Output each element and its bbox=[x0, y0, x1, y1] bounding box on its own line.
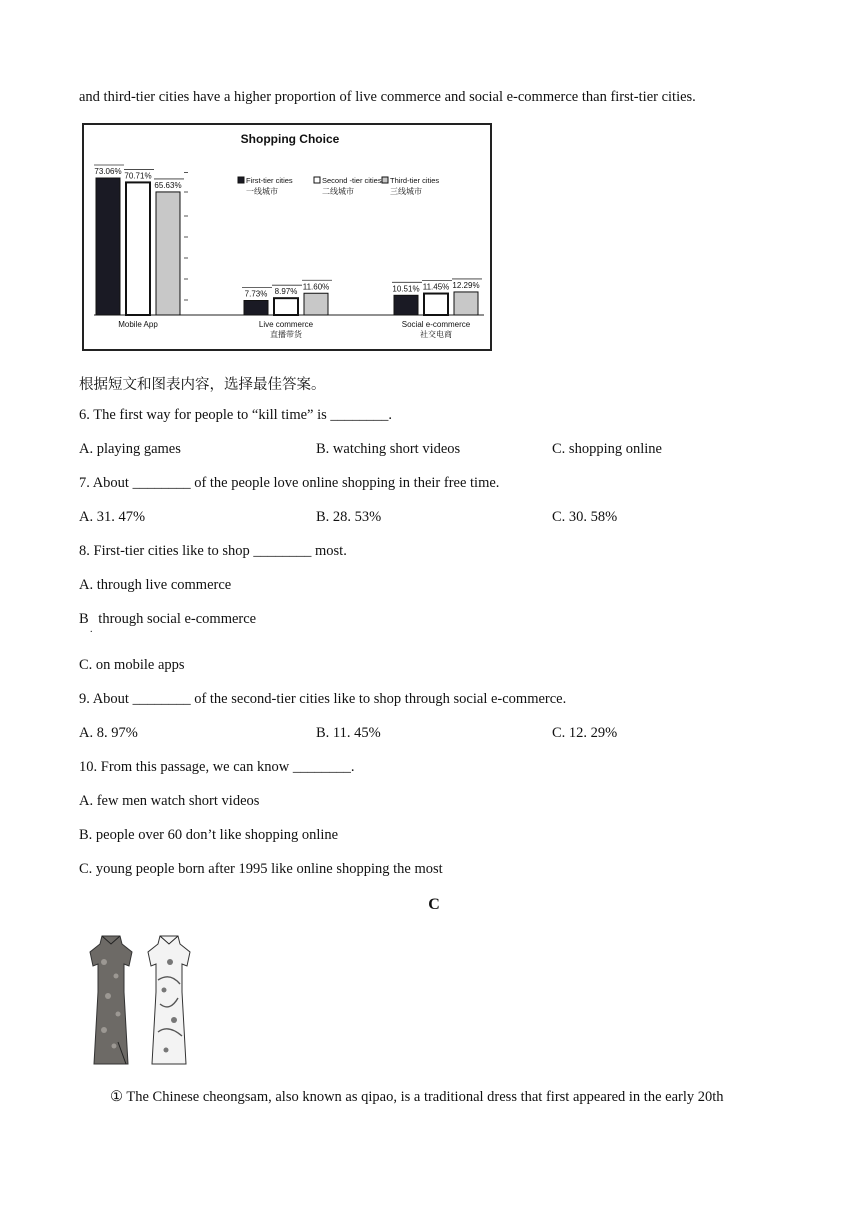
question-9-option-b[interactable]: B. 11. 45% bbox=[316, 725, 381, 741]
question-7-option-c[interactable]: C. 30. 58% bbox=[552, 509, 618, 525]
section-c-paragraph: ① The Chinese cheongsam, also known as qipao, is a traditional dress that first appeared in the early 20th bbox=[110, 1089, 724, 1105]
bar-value-label-1-0: 7.73% bbox=[244, 289, 268, 299]
question-10-stem: 10. From this passage, we can know ________. bbox=[79, 759, 355, 775]
question-8-option-c[interactable]: C. on mobile apps bbox=[79, 657, 185, 673]
bar-2-2 bbox=[454, 292, 478, 315]
legend-label-cn-1: 二线城市 bbox=[322, 187, 354, 196]
question-7-option-a[interactable]: A. 31. 47% bbox=[79, 509, 146, 525]
category-subtitle-2: 社交电商 bbox=[420, 330, 452, 339]
section-c-title: C bbox=[428, 896, 440, 913]
cheongsam-dark-image bbox=[82, 932, 140, 1070]
legend-label-2: Third-tier cities bbox=[390, 176, 440, 185]
bar-value-label-1-2: 11.60% bbox=[302, 282, 330, 292]
bar-0-0 bbox=[96, 178, 120, 315]
bar-value-label-2-0: 10.51% bbox=[392, 284, 420, 294]
question-8-option-b-letter: B bbox=[79, 611, 89, 627]
question-10-option-b[interactable]: B. people over 60 don’t like shopping online bbox=[79, 827, 339, 843]
instruction-text: 根据短文和图表内容，选择最佳答案。 bbox=[79, 377, 326, 393]
question-10-option-a[interactable]: A. few men watch short videos bbox=[79, 793, 260, 809]
chart-canvas bbox=[84, 125, 490, 349]
bar-value-label-1-1: 8.97% bbox=[274, 287, 298, 297]
question-6-option-a[interactable]: A. playing games bbox=[79, 441, 181, 457]
bar-1-2 bbox=[304, 293, 328, 315]
question-8-option-b-text: through social e-commerce bbox=[98, 611, 257, 627]
bar-value-label-0-0: 73.06% bbox=[94, 167, 122, 177]
question-9-stem: 9. About ________ of the second-tier cities like to shop through social e-commerce. bbox=[79, 691, 567, 707]
bar-0-1 bbox=[126, 182, 150, 315]
question-6-option-c[interactable]: C. shopping online bbox=[552, 441, 662, 457]
legend-swatch-0 bbox=[238, 177, 244, 183]
question-7-option-b[interactable]: B. 28. 53% bbox=[316, 509, 382, 525]
question-8-option-b-dot: . bbox=[90, 624, 93, 635]
legend-label-cn-2: 三线城市 bbox=[390, 187, 422, 196]
legend-label-0: First-tier cities bbox=[246, 176, 293, 185]
category-label-2: Social e-commerce bbox=[401, 320, 471, 329]
question-8-stem: 8. First-tier cities like to shop ________ most. bbox=[79, 543, 347, 559]
bar-value-label-0-1: 70.71% bbox=[124, 171, 152, 181]
bar-value-label-0-2: 65.63% bbox=[154, 180, 182, 190]
intro-line: and third-tier cities have a higher proportion of live commerce and social e-commerce than first-tier cities. bbox=[79, 89, 696, 105]
question-9-option-a[interactable]: A. 8. 97% bbox=[79, 725, 138, 741]
question-9-option-c[interactable]: C. 12. 29% bbox=[552, 725, 618, 741]
question-10-option-c[interactable]: C. young people born after 1995 like online shopping the most bbox=[79, 861, 443, 877]
bar-0-2 bbox=[156, 192, 180, 315]
legend-label-1: Second -tier cities bbox=[322, 176, 382, 185]
shopping-choice-chart bbox=[82, 123, 492, 351]
legend-swatch-2 bbox=[382, 177, 388, 183]
bar-value-label-2-2: 12.29% bbox=[452, 280, 480, 290]
chart-title: Shopping Choice bbox=[240, 132, 340, 146]
category-label-1: Live commerce bbox=[258, 320, 314, 329]
cheongsam-light-image bbox=[140, 932, 198, 1070]
question-6-option-b[interactable]: B. watching short videos bbox=[316, 441, 461, 457]
bar-2-0 bbox=[394, 295, 418, 315]
bar-1-0 bbox=[244, 301, 268, 315]
bar-2-1 bbox=[424, 294, 448, 315]
legend-label-cn-0: 一线城市 bbox=[246, 187, 278, 196]
question-8-option-a[interactable]: A. through live commerce bbox=[79, 577, 232, 593]
question-7-stem: 7. About ________ of the people love online shopping in their free time. bbox=[79, 475, 500, 491]
category-subtitle-1: 直播带货 bbox=[270, 330, 302, 339]
bar-value-label-2-1: 11.45% bbox=[422, 282, 450, 292]
legend-swatch-1 bbox=[314, 177, 320, 183]
bar-1-1 bbox=[274, 298, 298, 315]
question-6-stem: 6. The first way for people to “kill time” is ________. bbox=[79, 407, 393, 423]
category-label-0: Mobile App bbox=[118, 320, 158, 329]
question-8-option-b[interactable] bbox=[79, 611, 256, 628]
